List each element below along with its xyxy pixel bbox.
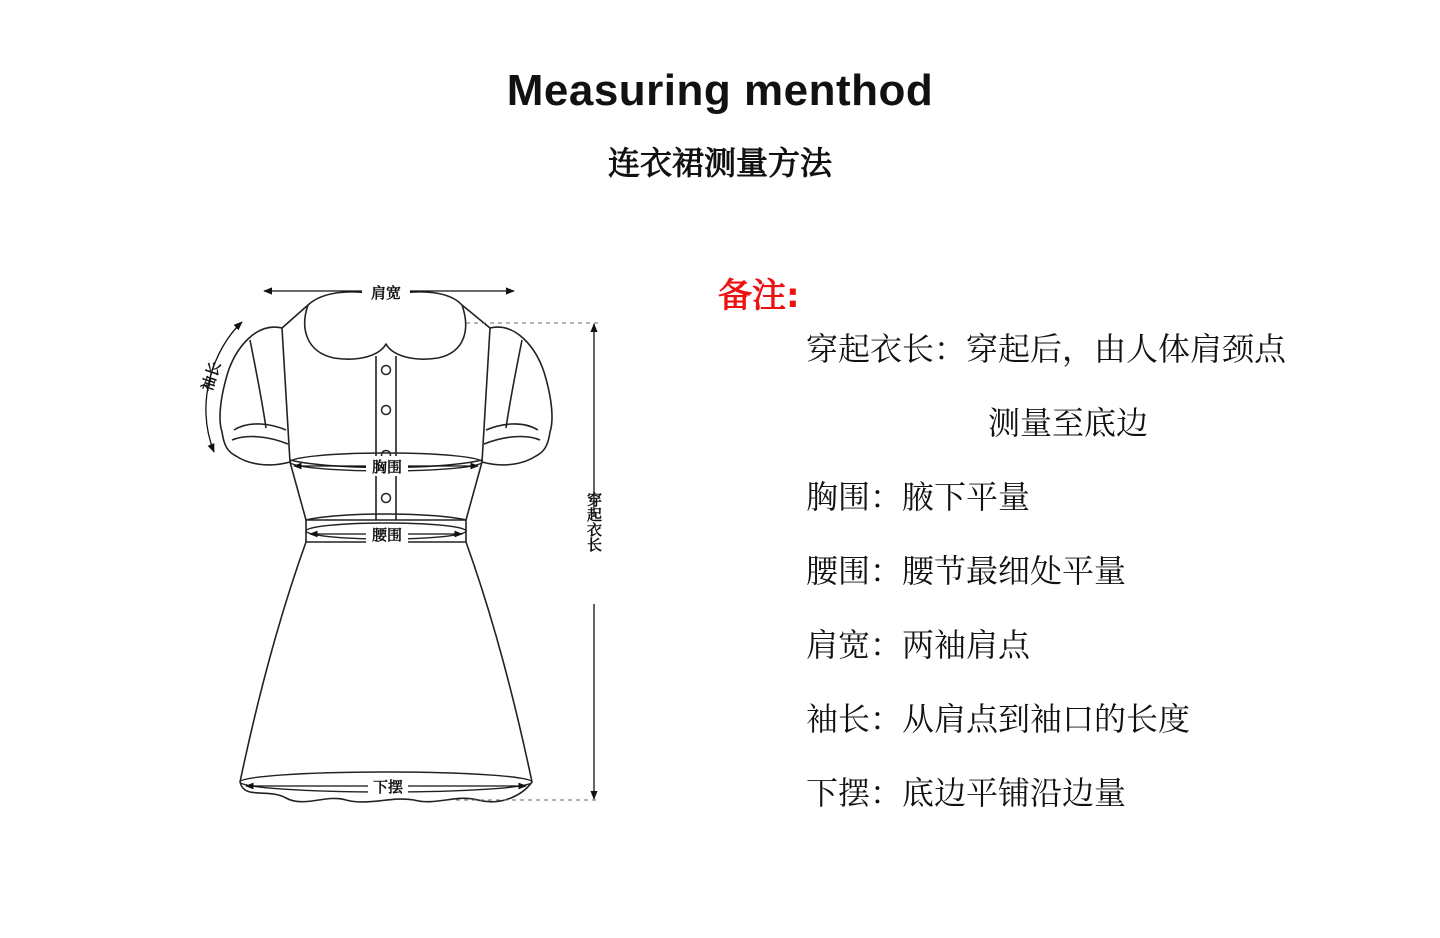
note-hem: 下摆：底边平铺沿边量 [806,774,1127,812]
notes-title: 备注: [718,276,800,316]
shoulder-label: 肩宽 [370,284,402,302]
page-title: Measuring menthod [506,66,934,115]
hem-label: 下摆 [372,778,404,796]
page-subtitle: 连衣裙测量方法 [607,144,832,182]
sleeve-label: 袖长 [198,359,225,394]
length-label: 穿起衣长 [585,492,603,552]
note-length: 穿起衣长：穿起后，由人体肩颈点 [806,330,1287,368]
dress-diagram [0,0,700,938]
chest-label: 胸围 [371,458,403,476]
note-length-continued: 测量至底边 [988,404,1149,442]
buttons [382,366,391,503]
note-chest: 胸围：腋下平量 [806,478,1031,516]
waist-label: 腰围 [371,526,403,544]
note-waist: 腰围：腰节最细处平量 [806,552,1127,590]
note-sleeve: 袖长：从肩点到袖口的长度 [806,700,1191,738]
note-shoulder: 肩宽：两袖肩点 [806,626,1031,664]
